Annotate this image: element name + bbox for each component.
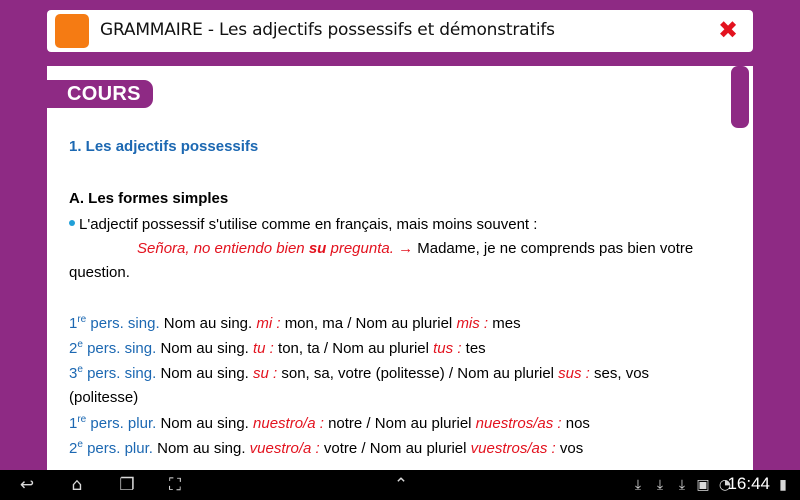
plural-label: Nom au pluriel: [355, 315, 453, 332]
battery-icon: ▮: [779, 477, 787, 493]
conjugation-row: [69, 439, 583, 457]
plural-spanish: sus :: [558, 365, 590, 382]
subheading: A. Les formes simples: [69, 190, 229, 207]
example-spanish-end: pregunta.: [326, 240, 394, 257]
person-number: 2: [69, 440, 78, 457]
plural-french: vos: [559, 440, 584, 457]
person-label: pers. plur.: [90, 415, 157, 432]
person-ordinal: e: [77, 339, 83, 350]
singular-spanish: nuestro/a :: [253, 415, 324, 432]
plural-french: mes: [492, 315, 521, 332]
example-french-cont: question.: [69, 264, 130, 281]
back-icon[interactable]: ↩: [19, 475, 35, 495]
person-label: pers. plur.: [87, 440, 153, 457]
scrollbar-thumb[interactable]: [731, 66, 749, 128]
singular-french: ton, ta /: [278, 340, 329, 357]
close-button[interactable]: ✖: [717, 16, 739, 44]
person-ordinal: re: [77, 314, 87, 325]
lesson-content[interactable]: [47, 66, 753, 470]
conjugation-row-cont: (politesse): [69, 389, 139, 406]
page-title: GRAMMAIRE - Les adjectifs possessifs et démonstratifs: [100, 20, 555, 40]
conjugation-row: [69, 414, 590, 432]
conjugation-row: [69, 314, 521, 332]
section-tab-label: COURS: [67, 83, 141, 105]
plural-label: Nom au pluriel: [374, 415, 472, 432]
download-icon: ⤓: [634, 477, 642, 493]
menu-up-icon[interactable]: ⌃: [393, 475, 409, 495]
example-spanish-bold: su: [308, 240, 327, 257]
arrow-icon: →: [398, 240, 414, 257]
person-ordinal: e: [77, 364, 83, 375]
example-spanish: Señora, no entiendo bien: [137, 240, 309, 257]
singular-french: notre /: [328, 415, 371, 432]
plural-spanish: vuestros/as :: [470, 440, 556, 457]
singular-label: Nom au sing.: [163, 315, 253, 332]
conjugation-row: [69, 339, 486, 357]
bullet-dot-icon: [69, 220, 75, 226]
example-french: Madame, je ne comprends pas bien votre: [417, 240, 694, 257]
bullet-line: [69, 216, 537, 233]
person-number: 3: [69, 365, 78, 382]
wifi-icon: ◔: [718, 477, 732, 493]
app-header: [47, 10, 753, 52]
singular-spanish: tu :: [253, 340, 274, 357]
recent-apps-icon[interactable]: ❐: [119, 475, 135, 495]
plural-label: Nom au pluriel: [457, 365, 554, 382]
singular-spanish: vuestro/a :: [249, 440, 320, 457]
download-icon: ⤓: [678, 477, 686, 493]
singular-spanish: mi :: [256, 315, 281, 332]
singular-label: Nom au sing.: [160, 415, 249, 432]
singular-label: Nom au sing.: [160, 365, 249, 382]
status-time: 16:44: [727, 474, 770, 493]
person-number: 2: [69, 340, 78, 357]
person-ordinal: re: [77, 414, 87, 425]
person-label: pers. sing.: [90, 315, 160, 332]
section-tab: [47, 80, 153, 108]
plural-french: nos: [565, 415, 590, 432]
plural-spanish: tus :: [433, 340, 462, 357]
singular-french: mon, ma /: [284, 315, 352, 332]
plural-spanish: nuestros/as :: [475, 415, 562, 432]
singular-label: Nom au sing.: [160, 340, 249, 357]
section-heading: 1. Les adjectifs possessifs: [69, 138, 259, 155]
bullet-text: L'adjectif possessif s'utilise comme en français, mais moins souvent :: [79, 216, 538, 233]
singular-label: Nom au sing.: [157, 440, 246, 457]
example-line: [137, 240, 693, 257]
plural-french: tes: [465, 340, 486, 357]
person-label: pers. sing.: [87, 365, 157, 382]
singular-french: son, sa, votre (politesse) /: [281, 365, 454, 382]
plural-spanish: mis :: [456, 315, 489, 332]
screenshot-icon[interactable]: ⛶: [169, 475, 181, 495]
home-icon[interactable]: ⌂: [71, 475, 83, 495]
conjugation-row: [69, 364, 649, 382]
image-icon: ▣: [696, 477, 710, 493]
person-number: 1: [69, 415, 78, 432]
person-number: 1: [69, 315, 78, 332]
person-label: pers. sing.: [87, 340, 157, 357]
person-ordinal: e: [77, 439, 83, 450]
singular-spanish: su :: [253, 365, 278, 382]
plural-label: Nom au pluriel: [332, 340, 429, 357]
plural-french: ses, vos: [594, 365, 650, 382]
singular-french: votre /: [323, 440, 366, 457]
plural-label: Nom au pluriel: [369, 440, 467, 457]
download-icon: ⤓: [656, 477, 664, 493]
app-logo: [55, 14, 89, 48]
system-navigation-bar: [0, 470, 800, 500]
